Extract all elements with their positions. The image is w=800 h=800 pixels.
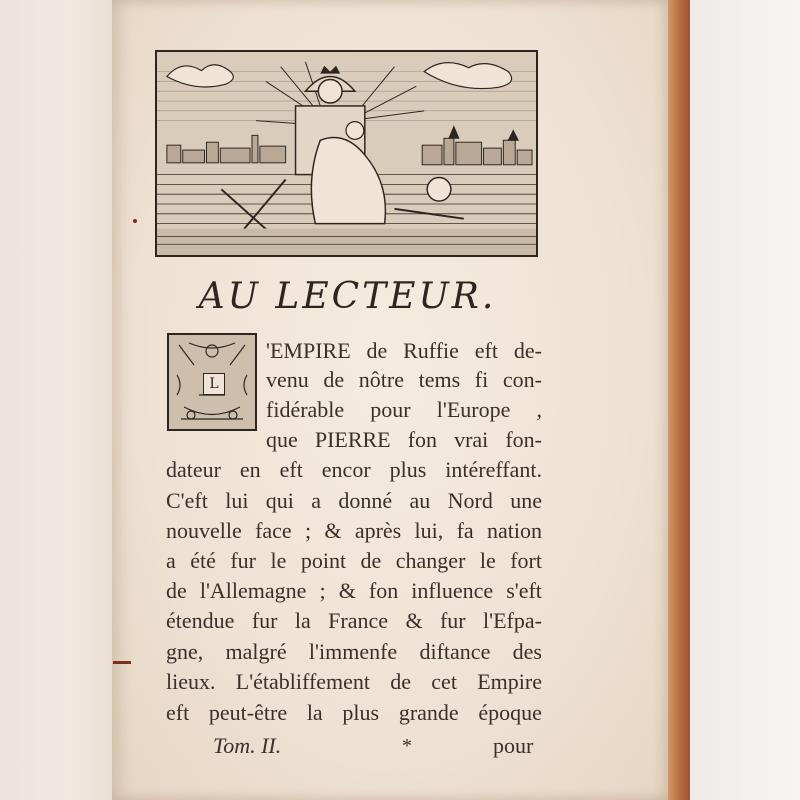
text-line-6: C'eft lui qui a donné au Nord une <box>166 488 542 513</box>
background-left <box>0 0 115 800</box>
text-line-8: a été fur le point de changer le fort <box>166 548 542 573</box>
text-line-12: lieux. L'établiffement de cet Empire <box>166 669 542 694</box>
text-line-2: venu de nôtre tems fi con- <box>266 367 542 392</box>
text-line-11: gne, malgré l'immenfe diftance des <box>166 639 542 664</box>
initial-letter: L <box>203 373 225 395</box>
catchword: pour <box>493 733 534 758</box>
text-line-1: 'EMPIRE de Ruffie eft de- <box>266 338 542 363</box>
signature-mark: Tom. II. <box>213 733 282 758</box>
decorated-initial <box>167 333 257 431</box>
text-line-10: étendue fur la France & fur l'Efpa- <box>166 608 542 633</box>
text-line-5: dateur en eft encor plus intéreffant. <box>166 457 542 482</box>
text-line-7: nouvelle face ; & après lui, fa nation <box>166 518 542 543</box>
text-line-13: eft peut-être la plus grande époque <box>166 700 542 725</box>
background-right <box>688 0 800 800</box>
asterisk-mark: * <box>402 735 412 757</box>
text-line-9: de l'Allemagne ; & fon influence s'eft <box>166 578 542 603</box>
text-line-3: fidérable pour l'Europe , <box>266 397 542 422</box>
text-line-4: que PIERRE fon vrai fon- <box>266 427 542 452</box>
page-heading: AU LECTEUR. <box>198 276 497 317</box>
page-mark-top <box>133 219 137 223</box>
headpiece-engraving <box>155 50 538 257</box>
page-mark-bottom <box>113 661 131 664</box>
